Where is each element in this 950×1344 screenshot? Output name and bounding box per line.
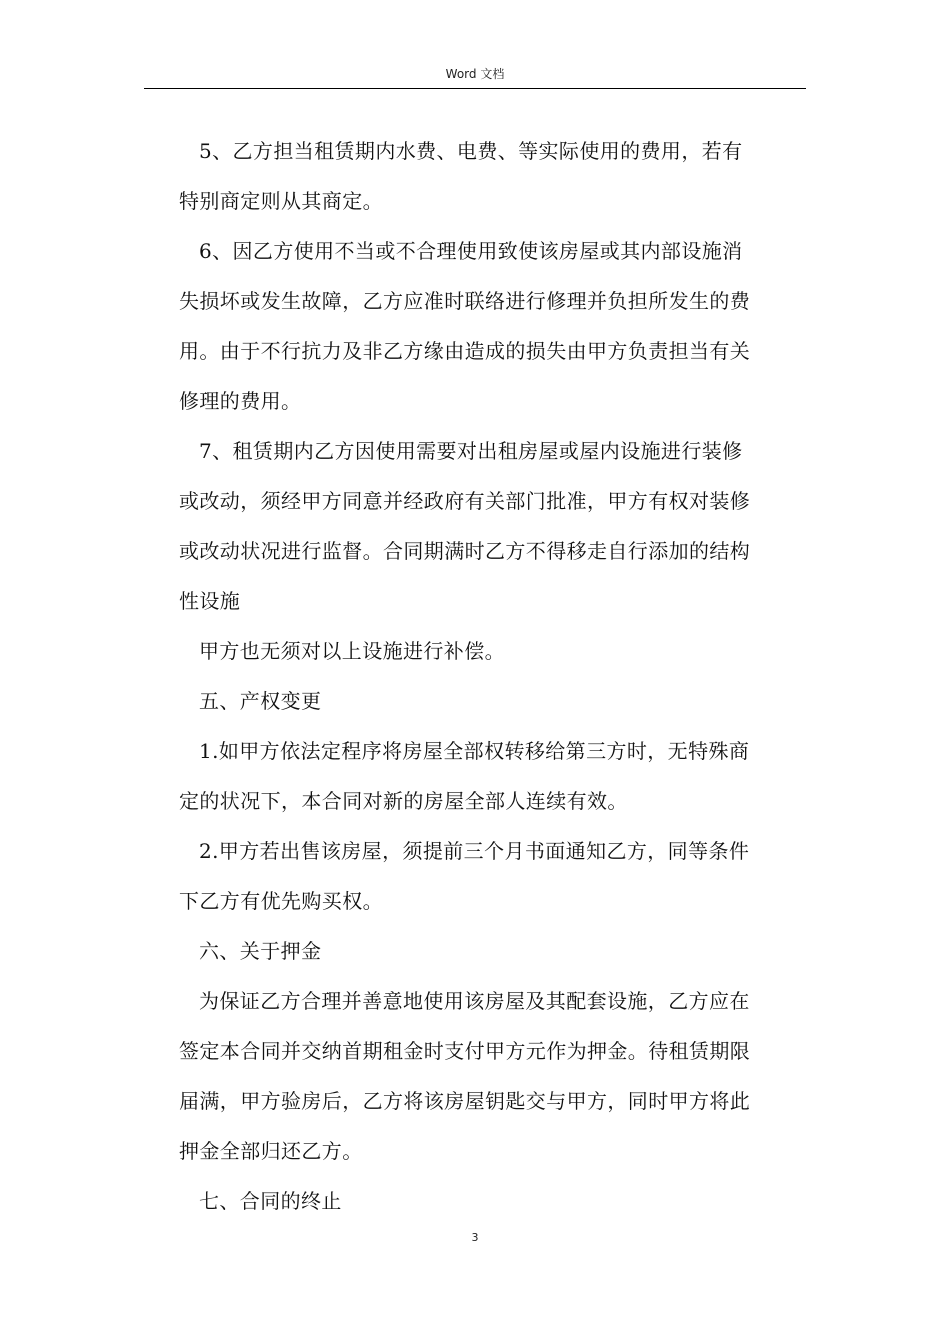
text-line: 特别商定则从其商定。 (179, 189, 383, 213)
text-line: 签定本合同并交纳首期租金时支付甲方元作为押金。待租赁期限 (179, 1039, 751, 1063)
text-line: 定的状况下，本合同对新的房屋全部人连续有效。 (179, 789, 628, 813)
text-line: 六、关于押金 (199, 939, 322, 963)
text-line: 或改动状况进行监督。合同期满时乙方不得移走自行添加的结构 (179, 539, 751, 563)
document-body (179, 126, 809, 1226)
section-heading (179, 1176, 809, 1226)
paragraph (179, 126, 809, 226)
text-line: 6、因乙方使用不当或不合理使用致使该房屋或其内部设施消 (199, 239, 743, 263)
text-line: 为保证乙方合理并善意地使用该房屋及其配套设施，乙方应在 (199, 989, 750, 1013)
paragraph (179, 226, 809, 426)
section-heading (179, 926, 809, 976)
paragraph (179, 626, 809, 676)
text-line: 5、乙方担当租赁期内水费、电费、等实际使用的费用，若有 (199, 139, 743, 163)
paragraph (179, 426, 809, 626)
paragraph (179, 726, 809, 826)
header-divider (144, 88, 806, 89)
text-line: 押金全部归还乙方。 (179, 1139, 363, 1163)
text-line: 下乙方有优先购买权。 (179, 889, 383, 913)
text-line: 用。由于不行抗力及非乙方缘由造成的损失由甲方负责担当有关 (179, 339, 751, 363)
paragraph (179, 976, 809, 1176)
page-number: 3 (471, 1231, 479, 1244)
section-heading (179, 676, 809, 726)
text-line: 修理的费用。 (179, 389, 302, 413)
text-line: 2.甲方若出售该房屋，须提前三个月书面通知乙方，同等条件 (199, 839, 750, 863)
text-line: 失损坏或发生故障，乙方应准时联络进行修理并负担所发生的费 (179, 289, 751, 313)
page-header: Word 文档 (445, 67, 505, 81)
text-line: 五、产权变更 (199, 689, 322, 713)
text-line: 届满，甲方验房后，乙方将该房屋钥匙交与甲方，同时甲方将此 (179, 1089, 751, 1113)
text-line: 7、租赁期内乙方因使用需要对出租房屋或屋内设施进行装修 (199, 439, 743, 463)
text-line: 1.如甲方依法定程序将房屋全部权转移给第三方时，无特殊商 (199, 739, 750, 763)
text-line: 甲方也无须对以上设施进行补偿。 (199, 639, 505, 663)
text-line: 性设施 (179, 589, 241, 613)
text-line: 七、合同的终止 (199, 1189, 342, 1213)
paragraph (179, 826, 809, 926)
text-line: 或改动，须经甲方同意并经政府有关部门批准，甲方有权对装修 (179, 489, 751, 513)
